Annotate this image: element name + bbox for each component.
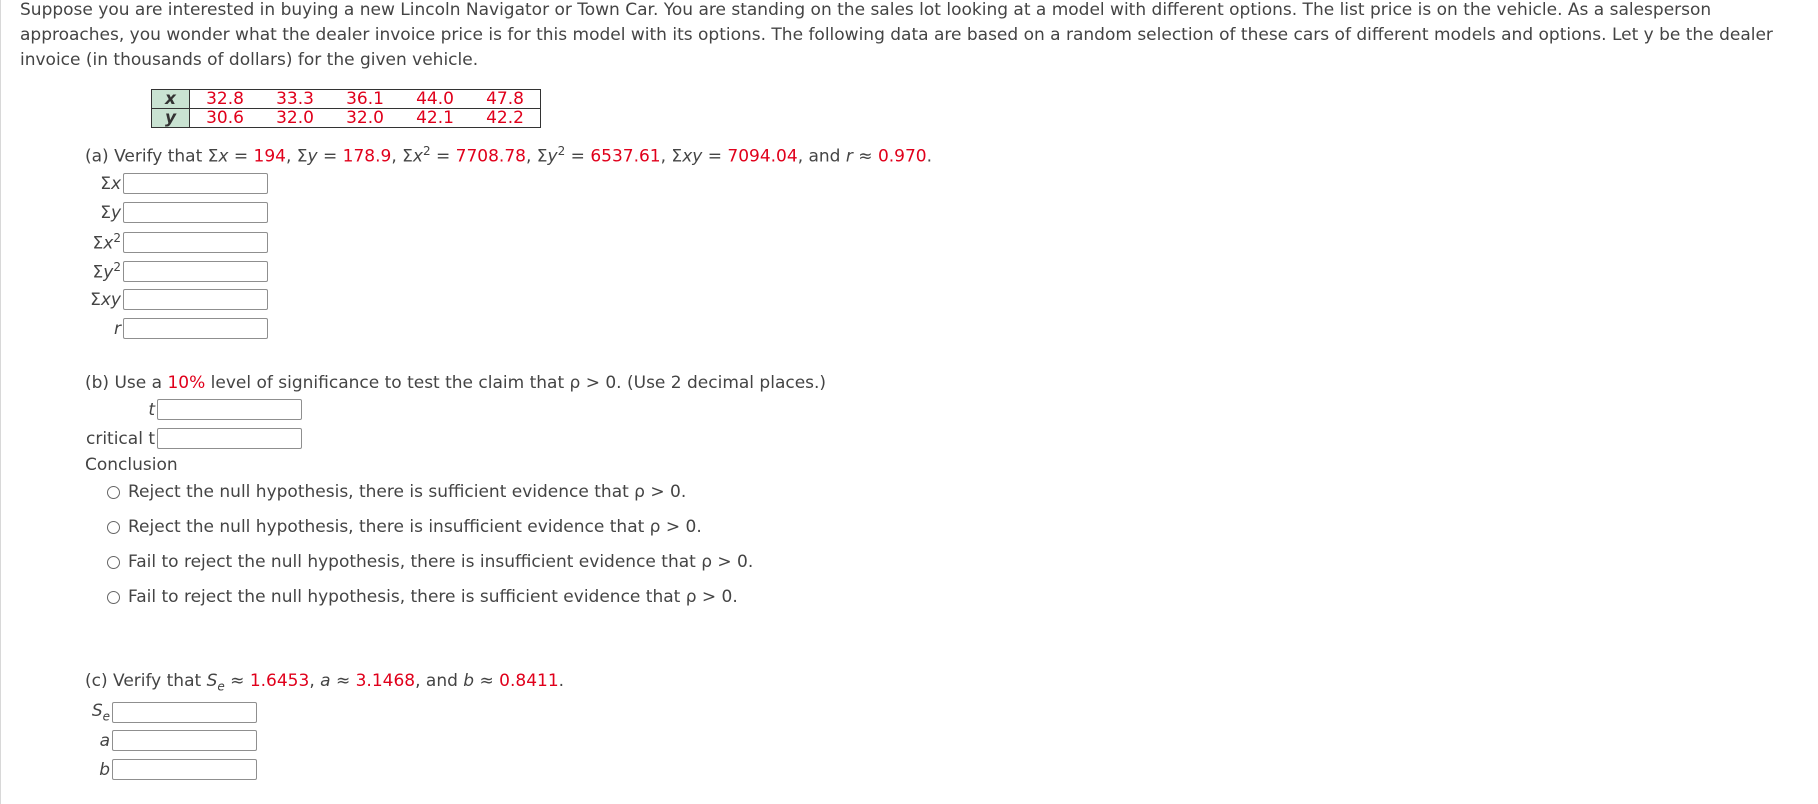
option-text: Reject the null hypothesis, there is insufficient evidence that ρ > 0. bbox=[128, 517, 702, 537]
y-value: 42.1 bbox=[416, 108, 454, 128]
b-row bbox=[85, 759, 257, 780]
critical-t-label: critical t bbox=[85, 428, 155, 449]
sum-x-input[interactable] bbox=[123, 173, 268, 194]
x-value: 44.0 bbox=[400, 90, 470, 109]
radio-button[interactable] bbox=[107, 591, 120, 604]
y-value: 32.0 bbox=[346, 108, 384, 128]
b-value: 0.8411 bbox=[499, 671, 559, 691]
a-label: a bbox=[99, 730, 110, 751]
sum-x2-label: $\Sigma x^2$ bbox=[92, 231, 121, 254]
table-row-y bbox=[152, 109, 541, 128]
part-b-prompt: (b) Use a 10% level of significance to test the claim that ρ > 0. (Use 2 decimal places.) bbox=[85, 373, 827, 393]
t-input[interactable] bbox=[157, 399, 302, 420]
sum-y-label: Σy bbox=[100, 202, 121, 223]
part-c-prompt: (c) Verify that $S_e \approx 1.6453$, a ≈ 3.1468, and b ≈ 0.8411. bbox=[85, 671, 565, 694]
se-value: 1.6453 bbox=[249, 671, 310, 691]
r-value: 0.970 bbox=[877, 146, 927, 167]
r-input[interactable] bbox=[123, 318, 268, 339]
radio-button[interactable] bbox=[107, 556, 120, 569]
a-row bbox=[85, 730, 257, 751]
sum-y2-value: 6537.61 bbox=[590, 146, 661, 167]
x-label: x bbox=[152, 90, 190, 109]
b-label: b bbox=[99, 759, 110, 780]
table-row-x bbox=[152, 90, 541, 109]
sum-x2-value: 7708.78 bbox=[455, 146, 526, 167]
y-value: 42.2 bbox=[486, 108, 524, 128]
b-input[interactable] bbox=[112, 759, 257, 780]
conclusion-option-3[interactable] bbox=[107, 552, 753, 572]
sum-x-label: Σx bbox=[100, 173, 121, 194]
sum-y-row bbox=[85, 202, 268, 223]
sum-x-value: 194 bbox=[253, 146, 286, 167]
radio-button[interactable] bbox=[107, 486, 120, 499]
sum-xy-value: 7094.04 bbox=[727, 146, 798, 167]
conclusion-option-1[interactable] bbox=[107, 482, 686, 502]
y-value: 30.6 bbox=[206, 108, 244, 128]
conclusion-option-4[interactable] bbox=[107, 587, 738, 607]
x-value: 33.3 bbox=[260, 90, 330, 109]
a-input[interactable] bbox=[112, 730, 257, 751]
x-value: 32.8 bbox=[190, 90, 261, 109]
se-input[interactable] bbox=[112, 702, 257, 723]
sum-y-value: 178.9 bbox=[342, 146, 392, 167]
sum-xy-label: Σxy bbox=[90, 289, 121, 310]
t-label: t bbox=[148, 399, 155, 420]
x-value: 47.8 bbox=[470, 90, 541, 109]
data-table bbox=[151, 89, 541, 128]
option-text: Fail to reject the null hypothesis, there is sufficient evidence that ρ > 0. bbox=[128, 587, 738, 607]
sum-y2-input[interactable] bbox=[123, 261, 268, 282]
significance-level: 10% bbox=[167, 373, 206, 393]
sum-x2-row bbox=[85, 231, 268, 254]
sum-xy-row bbox=[85, 289, 268, 310]
option-text: Fail to reject the null hypothesis, there is insufficient evidence that ρ > 0. bbox=[128, 552, 754, 572]
critical-t-row bbox=[85, 428, 302, 449]
a-value: 3.1468 bbox=[355, 671, 416, 691]
x-value: 36.1 bbox=[330, 90, 400, 109]
part-a-prompt: (a) Verify that Σx = 194, Σy = 178.9, $\Sigma x^2 = 7708.78$, $\Sigma y^2 = 6537.61$, Σxy = 7094.04, and r ≈ 0.970. bbox=[85, 144, 933, 167]
r-row bbox=[85, 318, 268, 339]
y-label: y bbox=[152, 109, 190, 128]
option-text: Reject the null hypothesis, there is sufficient evidence that ρ > 0. bbox=[128, 482, 687, 502]
se-row bbox=[85, 701, 257, 723]
t-row bbox=[85, 399, 302, 420]
problem-intro: Suppose you are interested in buying a new Lincoln Navigator or Town Car. You are standing on the sales lot looking at a model with different options. The list price is on the vehicle. As a salesperson approaches, you wonder what the dealer invoice price is for this model with its options. The following data are based on a random selection of these cars of different models and options. Let y be the dealer invoice (in thousands of dollars) for the given vehicle. bbox=[20, 0, 1773, 70]
sum-xy-input[interactable] bbox=[123, 289, 268, 310]
sum-y2-row bbox=[85, 260, 268, 283]
conclusion-option-2[interactable] bbox=[107, 517, 702, 537]
sum-y-input[interactable] bbox=[123, 202, 268, 223]
sum-y2-label: $\Sigma y^2$ bbox=[92, 260, 121, 283]
y-value: 32.0 bbox=[276, 108, 314, 128]
sum-x2-input[interactable] bbox=[123, 232, 268, 253]
critical-t-input[interactable] bbox=[157, 428, 302, 449]
conclusion-label: Conclusion bbox=[85, 455, 178, 475]
radio-button[interactable] bbox=[107, 521, 120, 534]
sum-x-row bbox=[85, 173, 268, 194]
se-label: $S_e$ bbox=[91, 701, 110, 724]
r-label: r bbox=[114, 318, 121, 339]
